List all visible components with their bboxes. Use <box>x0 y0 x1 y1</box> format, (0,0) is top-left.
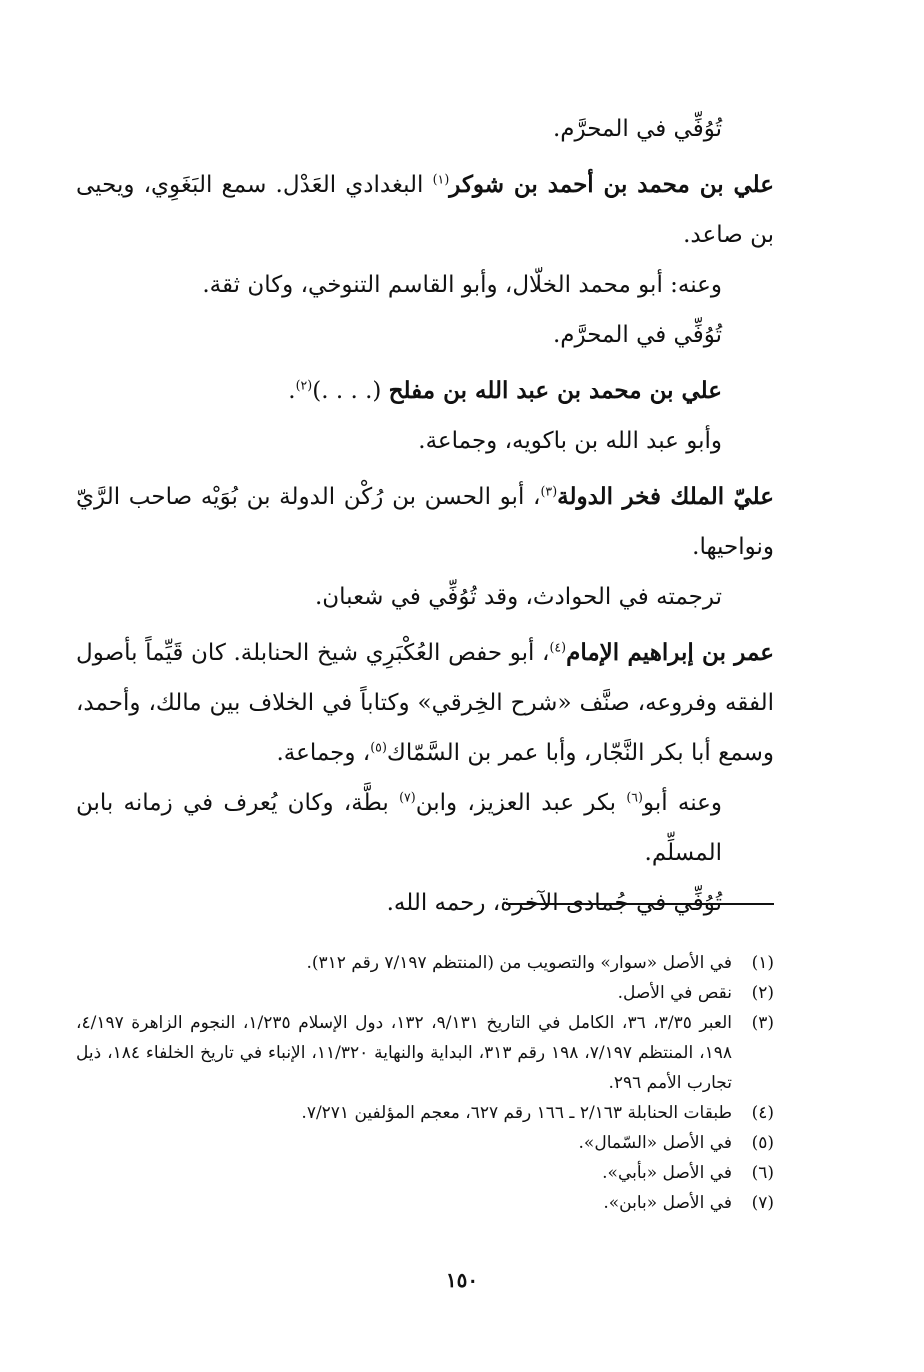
paragraph-biography-note: ترجمته في الحوادث، وقد تُوُفِّي في شعبان. <box>314 584 722 610</box>
footnote-divider <box>506 903 774 905</box>
footnote-number: (٧) <box>751 1193 774 1213</box>
footnote-ref: (٥) <box>370 739 387 755</box>
main-text <box>76 104 774 928</box>
footnote-text: في الأصل «بابن». <box>603 1193 732 1213</box>
footnote-text: في الأصل «السّمال». <box>578 1133 732 1153</box>
footnote-5 <box>76 1128 774 1158</box>
footnote-number: (١) <box>751 953 774 973</box>
footnote-number: (٤) <box>751 1103 774 1123</box>
entry-name: عليّ الملك فخر الدولة <box>557 483 774 510</box>
footnotes <box>76 948 774 1218</box>
paragraph-students: وعنه أبو$^{(٦)}$ بكر عبد العزيز، وابن$^{(٧)}$ بطَّة، وكان يُعرف في زمانه بابن المسلِّم. <box>76 789 722 866</box>
page-number: ١٥٠ <box>445 1268 479 1292</box>
footnote-number: (٦) <box>751 1163 774 1183</box>
footnote-text: العبر ٣/٣٥، ٣٦، الكامل في التاريخ ٩/١٣١، ١٣٢، دول الإسلام ١/٢٣٥، النجوم الزاهرة ٤/١٩٧، ١٩٨، المنتظم ٧/١٩٧، ١٩٨ رقم ٣١٣، البداية والنهاية ١١/٣٢٠، الإنباء في تاريخ الخلفاء ١٨٤، ذيل تجارب الأمم ٢٩٦. <box>76 1013 733 1093</box>
footnote-4 <box>76 1098 774 1128</box>
entry-ali-bin-muhammad-shawkar: علي بن محمد بن أحمد بن شوكر$^{(١)}$ البغدادي العَدْل. سمع البَغَوِي، ويحيى بن صاعد. <box>76 171 774 248</box>
entry-fakhr-al-dawla: عليّ الملك فخر الدولة$^{(٣)}$، أبو الحسن بن رُكْن الدولة بن بُوَيْه صاحب الرَّيّ ونواحيها. <box>76 483 774 560</box>
footnote-7 <box>76 1188 774 1218</box>
paragraph-death-note: تُوُفِّي في جُمادى الآخرة، رحمه الله. <box>386 890 722 916</box>
footnote-text: طبقات الحنابلة ٢/١٦٣ ـ ١٦٦ رقم ٦٢٧، معجم المؤلفين ٧/٢٧١. <box>301 1103 732 1123</box>
footnote-number: (٣) <box>751 1013 774 1033</box>
footnote-ref: (٤) <box>549 639 567 655</box>
footnote-ref: (٢) <box>295 377 313 393</box>
footnote-text: نقص في الأصل. <box>617 983 732 1003</box>
paragraph-death-note: تُوُفِّي في المحرَّم. <box>552 322 722 348</box>
paragraph-students: وأبو عبد الله بن باكويه، وجماعة. <box>418 428 722 454</box>
footnote-2 <box>76 978 774 1008</box>
footnote-text: في الأصل «بأبي». <box>602 1163 732 1183</box>
paragraph-students: وعنه: أبو محمد الخلّال، وأبو القاسم التنوخي، وكان ثقة. <box>202 272 722 298</box>
footnote-3 <box>76 1008 774 1098</box>
footnote-ref: (٣) <box>540 483 558 499</box>
entry-name: علي بن محمد بن عبد الله بن مفلح <box>388 377 722 404</box>
entry-name: عمر بن إبراهيم الإمام <box>566 639 774 666</box>
footnote-number: (٥) <box>751 1133 774 1153</box>
footnote-ref: (٧) <box>399 789 416 805</box>
footnote-ref: (١) <box>432 171 450 187</box>
entry-ali-bin-muhammad-muflih: علي بن محمد بن عبد الله بن مفلح (. . . .)$^{(٢)}$. <box>288 377 722 404</box>
footnote-6 <box>76 1158 774 1188</box>
footnote-ref: (٦) <box>626 789 643 805</box>
entry-umar-bin-ibrahim: عمر بن إبراهيم الإمام$^{(٤)}$، أبو حفص العُكْبَرِي شيخ الحنابلة. كان قَيِّماً بأصول الفقه وفروعه، صنَّف «شرح الخِرقي» وكتاباً في الخلاف بين مالك، وأحمد، وسمع أبا بكر النَّجّار، وأبا عمر بن السَّمّاك$^{(٥)}$، وجماعة. <box>76 639 774 766</box>
entry-name: علي بن محمد بن أحمد بن شوكر <box>449 171 774 198</box>
paragraph-death-note: تُوُفِّي في المحرَّم. <box>552 116 722 142</box>
footnote-1 <box>76 948 774 978</box>
footnote-number: (٢) <box>751 983 774 1003</box>
footnote-text: في الأصل «سوار» والتصويب من (المنتظم ٧/١٩٧ رقم ٣١٢). <box>306 953 732 973</box>
